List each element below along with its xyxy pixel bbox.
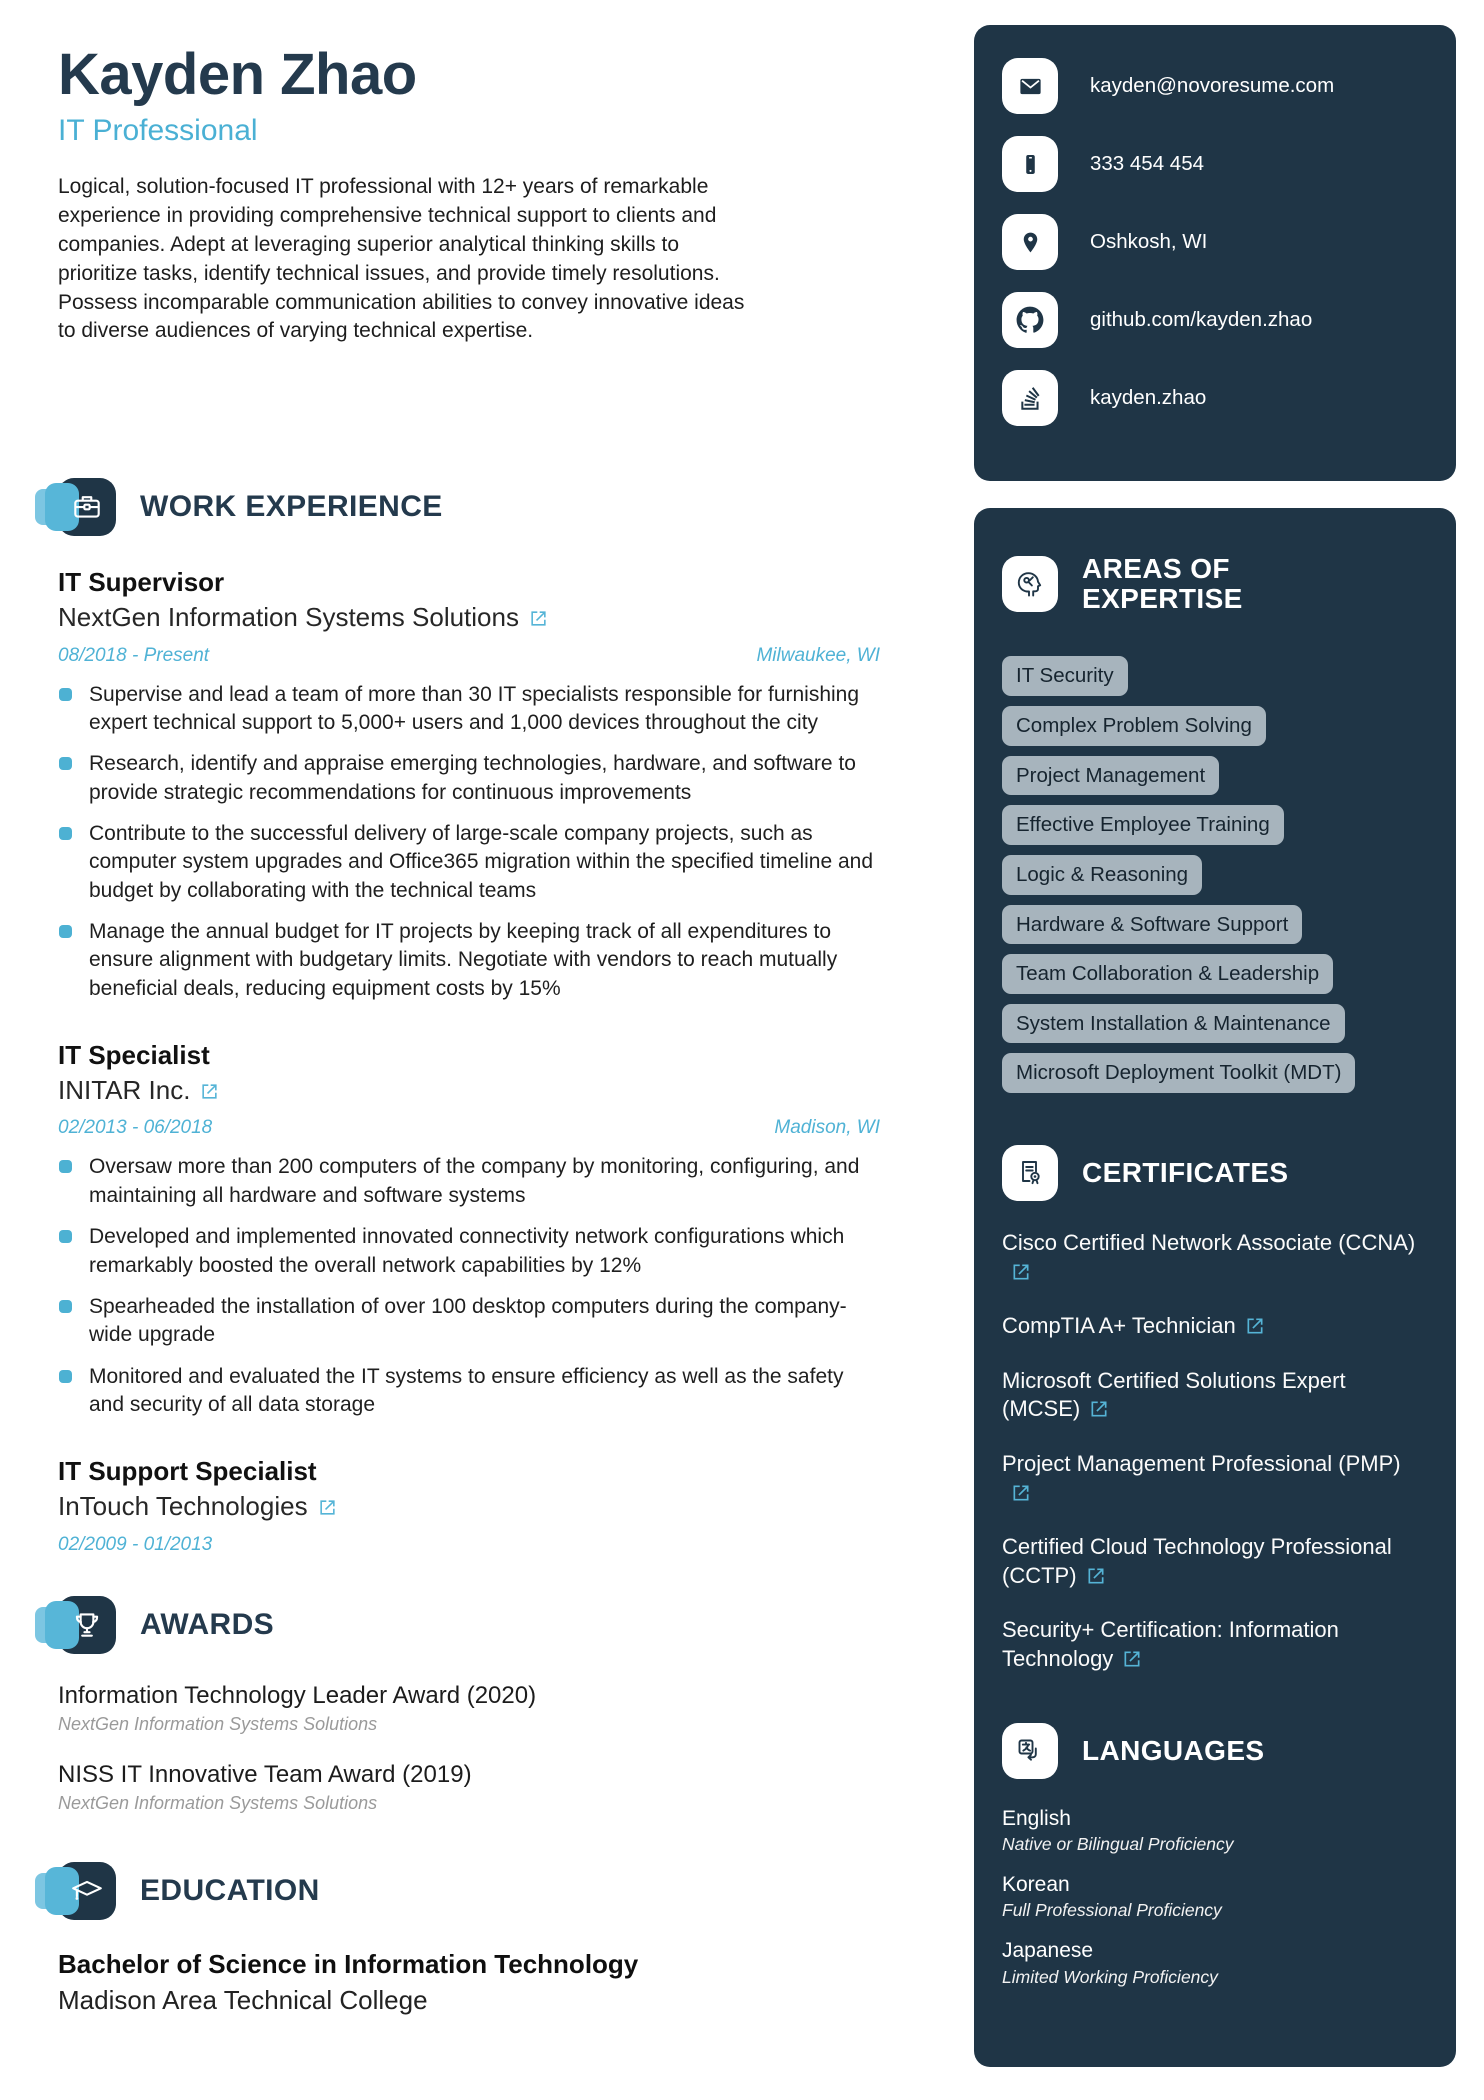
- certificate-item: [1002, 1616, 1428, 1676]
- phone-icon: [1002, 136, 1058, 192]
- external-link-icon[interactable]: [1011, 1261, 1031, 1290]
- language-item: [1002, 1871, 1428, 1921]
- sidebar-body-panel: [974, 508, 1456, 2067]
- graduation-cap-icon: [58, 1862, 116, 1920]
- external-link-icon[interactable]: [318, 1492, 337, 1526]
- person-job-title: IT Professional: [58, 113, 258, 147]
- languages-header: [1002, 1723, 1428, 1779]
- skill-tag: Project Management: [1002, 756, 1219, 796]
- contact-row-phone: [1002, 136, 1428, 192]
- certificate-name: Security+ Certification: Information Technology: [1002, 1617, 1339, 1672]
- skill-tag: Logic & Reasoning: [1002, 855, 1202, 895]
- briefcase-icon: [58, 478, 116, 536]
- contact-row-email[interactable]: [1002, 58, 1428, 114]
- certificate-item: [1002, 1450, 1428, 1510]
- award-organization: NextGen Information Systems Solutions: [58, 1792, 378, 1813]
- language-name: English: [1002, 1806, 1071, 1830]
- school-name: Madison Area Technical College: [58, 1984, 428, 2015]
- skill-tag: System Installation & Maintenance: [1002, 1004, 1345, 1044]
- company-line: [58, 1074, 880, 1110]
- job-bullets: [58, 681, 880, 1003]
- language-name: Japanese: [1002, 1939, 1094, 1963]
- sidebar: [974, 25, 1456, 2067]
- company-line: [58, 1490, 880, 1526]
- bullet-item: Monitored and evaluated the IT systems to ensure efficiency as well as the safety and security of all data storage: [58, 1363, 880, 1420]
- skill-tag: Microsoft Deployment Toolkit (MDT): [1002, 1053, 1355, 1093]
- language-level: Native or Bilingual Proficiency: [1002, 1833, 1234, 1854]
- award-organization: NextGen Information Systems Solutions: [58, 1713, 378, 1734]
- job-entry: [58, 566, 880, 1003]
- certificate-name: CompTIA A+ Technician: [1002, 1313, 1236, 1339]
- award-entry: [58, 1759, 880, 1814]
- person-name: Kayden Zhao: [58, 42, 417, 107]
- job-dates: 02/2009 - 01/2013: [58, 1533, 213, 1555]
- skill-tag: Team Collaboration & Leadership: [1002, 954, 1333, 994]
- certificate-name: Certified Cloud Technology Professional (CCTP): [1002, 1534, 1392, 1588]
- bullet-item: Developed and implemented innovated connectivity network configurations which remarkably boosted the overall network capabilities by 12%: [58, 1223, 880, 1280]
- expertise-header: [1002, 554, 1428, 614]
- location-value: Oshkosh, WI: [1090, 230, 1208, 253]
- section-title-awards: AWARDS: [140, 1607, 275, 1641]
- certificate-seal-icon: [1002, 1145, 1058, 1201]
- language-item: [1002, 1937, 1428, 1987]
- job-entry: [58, 1039, 880, 1419]
- external-link-icon[interactable]: [529, 603, 548, 637]
- awards-header: [58, 1596, 880, 1654]
- contact-row-stackoverflow[interactable]: [1002, 370, 1428, 426]
- email-value: kayden@novoresume.com: [1090, 74, 1335, 97]
- bullet-item: Oversaw more than 200 computers of the company by monitoring, configuring, and maintaining all hardware and software systems: [58, 1153, 880, 1210]
- languages-list: [1002, 1805, 1428, 1988]
- award-entry: [58, 1680, 880, 1735]
- award-title: Information Technology Leader Award (2020): [58, 1681, 537, 1709]
- contact-row-location: [1002, 214, 1428, 270]
- education-entry: [58, 1948, 880, 2018]
- head-with-tools-icon: [1002, 556, 1058, 612]
- section-title-languages: LANGUAGES: [1082, 1734, 1265, 1766]
- email-icon: [1002, 58, 1058, 114]
- language-level: Full Professional Proficiency: [1002, 1900, 1222, 1921]
- external-link-icon[interactable]: [1089, 1398, 1109, 1427]
- language-level: Limited Working Proficiency: [1002, 1966, 1218, 1987]
- job-dates: 02/2013 - 06/2018: [58, 1117, 213, 1139]
- location-pin-icon: [1002, 214, 1058, 270]
- external-link-icon[interactable]: [1011, 1482, 1031, 1511]
- certificates-header: [1002, 1145, 1428, 1201]
- translate-icon: [1002, 1723, 1058, 1779]
- education-header: [58, 1862, 880, 1920]
- job-meta: [58, 645, 880, 667]
- certificate-item: [1002, 1533, 1428, 1593]
- main-column: [58, 0, 880, 2017]
- job-title: IT Supervisor: [58, 567, 225, 598]
- skill-tag: Hardware & Software Support: [1002, 905, 1302, 945]
- phone-value: 333 454 454: [1090, 152, 1205, 175]
- job-location: Milwaukee, WI: [756, 644, 880, 666]
- section-title-expertise: AREAS OF EXPERTISE: [1082, 553, 1243, 615]
- job-location: Madison, WI: [774, 1117, 880, 1139]
- trophy-icon: [58, 1596, 116, 1654]
- bullet-item: Contribute to the successful delivery of large-scale company projects, such as computer system upgrades and Office365 migration within the specified timeline and budget by collaborating with the technical teams: [58, 820, 880, 905]
- certificate-item: [1002, 1229, 1428, 1289]
- job-entry: [58, 1455, 880, 1555]
- external-link-icon[interactable]: [1086, 1565, 1106, 1594]
- language-item: [1002, 1805, 1428, 1855]
- skill-tag: Effective Employee Training: [1002, 805, 1284, 845]
- job-bullets: [58, 1153, 880, 1419]
- certificate-item: [1002, 1367, 1428, 1427]
- contact-row-github[interactable]: [1002, 292, 1428, 348]
- language-name: Korean: [1002, 1872, 1070, 1896]
- stackoverflow-icon: [1002, 370, 1058, 426]
- summary-text: Logical, solution-focused IT professional with 12+ years of remarkable experience in providing comprehensive technical support to clients and companies. Adept at leveraging superior analytical thinking skills to prioritize tasks, identify technical issues, and provide timely resolutions. Possess incomparable communication abilities to convey innovative ideas to diverse audiences of varying technical expertise.: [58, 174, 745, 343]
- company-name: InTouch Technologies: [58, 1490, 308, 1521]
- job-title: IT Specialist: [58, 1040, 210, 1071]
- external-link-icon[interactable]: [1122, 1648, 1142, 1677]
- company-name: NextGen Information Systems Solutions: [58, 601, 519, 632]
- github-value: github.com/kayden.zhao: [1090, 308, 1313, 331]
- job-title: IT Support Specialist: [58, 1456, 317, 1487]
- certificate-item: [1002, 1312, 1428, 1344]
- bullet-item: Research, identify and appraise emerging technologies, hardware, and software to provide strategic recommendations for continuous improvements: [58, 750, 880, 807]
- bullet-item: Spearheaded the installation of over 100 desktop computers during the company-wide upgrade: [58, 1293, 880, 1350]
- job-meta: [58, 1534, 880, 1556]
- expertise-tags: [1002, 656, 1428, 1093]
- job-dates: 08/2018 - Present: [58, 644, 210, 666]
- skill-tag: IT Security: [1002, 656, 1128, 696]
- work-experience-header: [58, 478, 880, 536]
- certificate-name: Project Management Professional (PMP): [1002, 1451, 1401, 1477]
- bullet-item: Supervise and lead a team of more than 30 IT specialists responsible for furnishing expert technical support to 5,000+ users and 1,000 devices throughout the city: [58, 681, 880, 738]
- external-link-icon[interactable]: [200, 1076, 219, 1110]
- github-icon: [1002, 292, 1058, 348]
- certificate-name: Microsoft Certified Solutions Expert (MCSE): [1002, 1367, 1346, 1422]
- degree-title: Bachelor of Science in Information Technology: [58, 1948, 639, 1979]
- external-link-icon[interactable]: [1245, 1315, 1265, 1344]
- bullet-item: Manage the annual budget for IT projects by keeping track of all expenditures to ensure alignment with budgetary limits. Negotiate with vendors to reach mutually beneficial deals, reducing equipment costs by 15%: [58, 918, 880, 1003]
- section-title-work: WORK EXPERIENCE: [140, 490, 443, 524]
- company-line: [58, 601, 880, 637]
- stackoverflow-value: kayden.zhao: [1090, 386, 1207, 409]
- job-meta: [58, 1117, 880, 1139]
- skill-tag: Complex Problem Solving: [1002, 706, 1266, 746]
- contact-panel: [974, 25, 1456, 481]
- award-title: NISS IT Innovative Team Award (2019): [58, 1760, 472, 1788]
- section-title-education: EDUCATION: [140, 1873, 320, 1907]
- certificate-name: Cisco Certified Network Associate (CCNA): [1002, 1230, 1416, 1256]
- certificates-list: [1002, 1229, 1428, 1677]
- section-title-certificates: CERTIFICATES: [1082, 1156, 1289, 1188]
- company-name: INITAR Inc.: [58, 1074, 191, 1105]
